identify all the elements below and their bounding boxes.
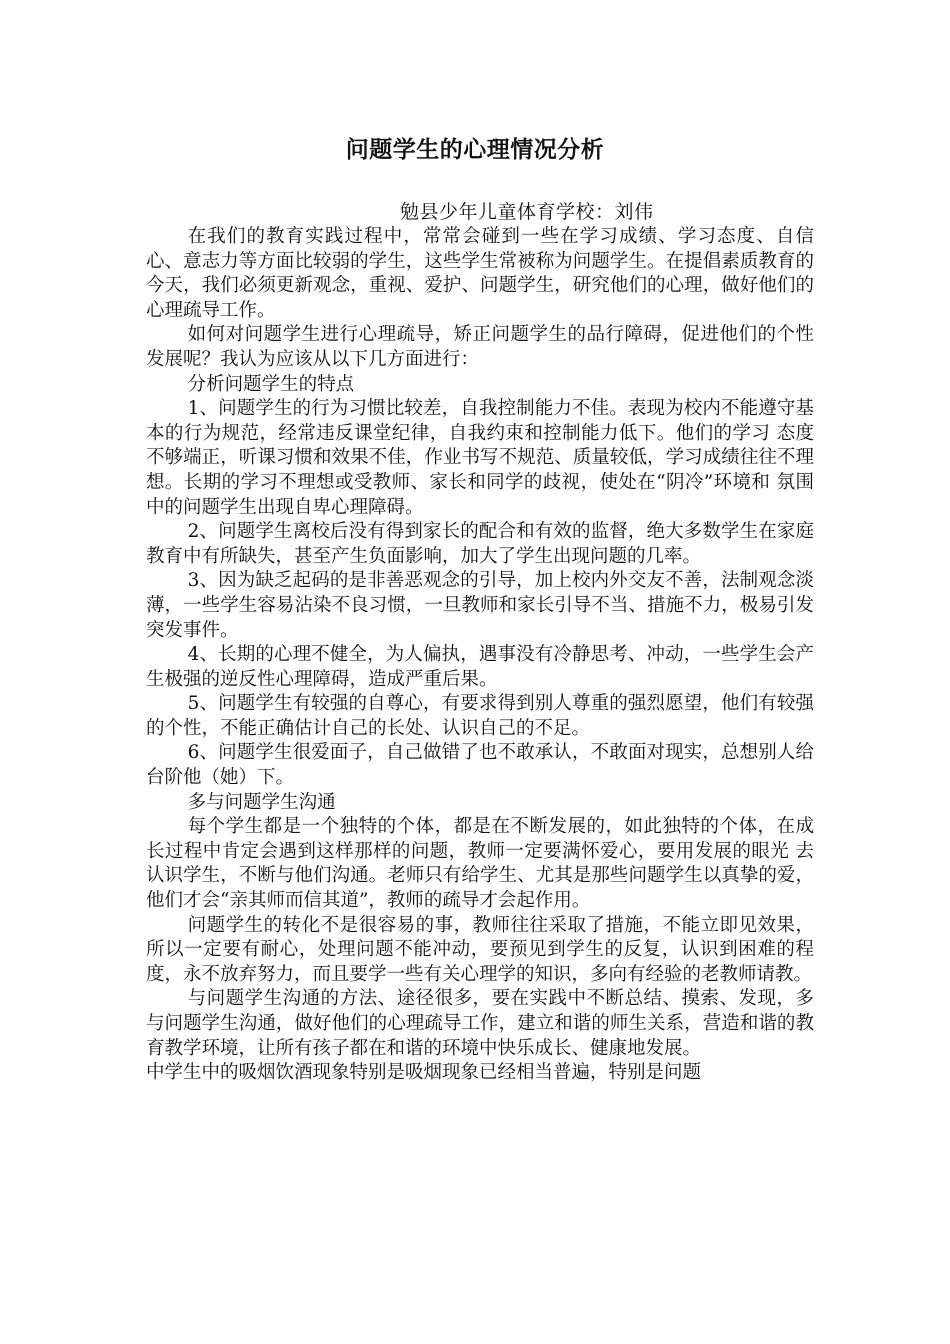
paragraph-point-3: 3、因为缺乏起码的是非善恶观念的引导，加上校内外交友不善，法制观念淡薄，一些学生容易沾染不良习惯，一旦教师和家长引导不当、措施不力，极易引发突发事件。: [146, 570, 814, 641]
paragraph-point-5: 5、问题学生有较强的自尊心，有要求得到别人尊重的强烈愿望，他们有较强的个性，不能正确估计自己的长处、认识自己的不足。: [146, 693, 814, 739]
document-author: 勉县少年儿童体育学校：刘伟: [400, 201, 654, 223]
document-title: 问题学生的心理情况分析: [345, 137, 605, 163]
document-body: [146, 225, 814, 1086]
paragraph-communication-3: 与问题学生沟通的方法、途径很多，要在实践中不断总结、摸索、发现，多与问题学生沟通，做好他们的心理疏导工作，建立和谐的师生关系，营造和谐的教育教学环境，让所有孩子都在和谐的环境中快乐成长、健康地发展。: [146, 988, 814, 1059]
paragraph-question: 如何对问题学生进行心理疏导，矫正问题学生的品行障碍，促进他们的个性发展呢？我认为应该从以下几方面进行：: [146, 324, 814, 370]
paragraph-point-1: 1、问题学生的行为习惯比较差，自我控制能力不佳。表现为校内不能遵守基本的行为规范，经常违反课堂纪律，自我约束和控制能力低下。他们的学习 态度不够端正，听课习惯和效果不佳，作业书写不规范、质量较低，学习成绩往往不理想。长期的学习不理想或受教师、家长和同学的歧视，使处在“阴冷”环境和 氛围中的问题学生出现自卑心理障碍。: [146, 398, 814, 518]
paragraph-communication-2: 问题学生的转化不是很容易的事，教师往往采取了措施，不能立即见效果，所以一定要有耐心，处理问题不能冲动，要预见到学生的反复，认识到困难的程度，永不放弃努力，而且要学一些有关心理学的知识，多向有经验的老教师请教。: [146, 914, 814, 985]
paragraph-intro: 在我们的教育实践过程中，常常会碰到一些在学习成绩、学习态度、自信心、意志力等方面比较弱的学生，这些学生常被称为问题学生。在提倡素质教育的今天，我们必须更新观念，重视、爱护、问题学生，研究他们的心理，做好他们的心理疏导工作。: [146, 226, 814, 321]
section-heading-communication: 多与问题学生沟通: [187, 791, 336, 813]
paragraph-communication-1: 每个学生都是一个独特的个体，都是在不断发展的，如此独特的个体，在成长过程中肯定会遇到这样那样的问题，教师一定要满怀爱心，要用发展的眼光 去认识学生，不断与他们沟通。老师只有给学生、尤其是那些问题学生以真挚的爱，他们才会“亲其师而信其道”，教师的疏导才会起作用。: [146, 816, 814, 912]
paragraph-point-2: 2、问题学生离校后没有得到家长的配合和有效的监督，绝大多数学生在家庭教育中有所缺失，甚至产生负面影响，加大了学生出现问题的几率。: [146, 521, 814, 567]
section-heading-characteristics: 分析问题学生的特点: [187, 373, 355, 395]
paragraph-point-6: 6、问题学生很爱面子，自己做错了也不敢承认，不敢面对现实，总想别人给台阶他（她）下。: [146, 742, 814, 789]
paragraph-smoking: 中学生中的吸烟饮酒现象特别是吸烟现象已经相当普遍，特别是问题: [146, 1062, 702, 1084]
paragraph-point-4: 4、长期的心理不健全，为人偏执，遇事没有冷静思考、冲动，一些学生会产生极强的逆反性心理障碍，造成严重后果。: [146, 644, 814, 690]
